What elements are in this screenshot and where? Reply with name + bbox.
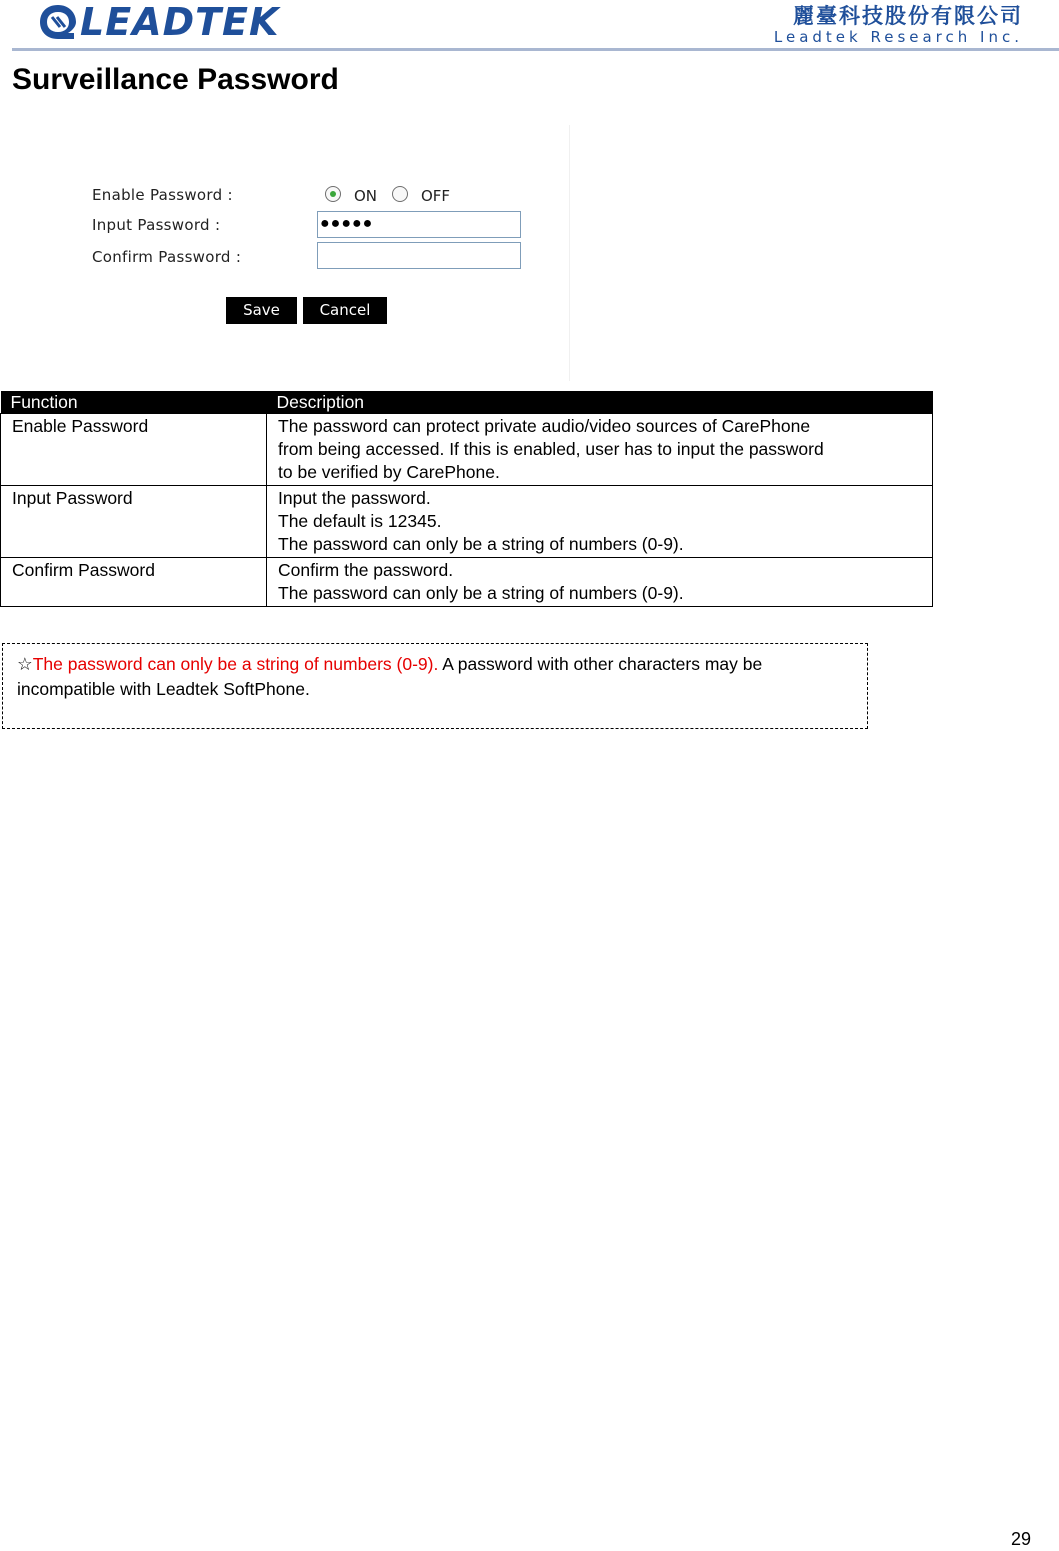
save-button[interactable]: Save — [226, 297, 297, 324]
company-name — [774, 4, 1023, 46]
description-cell — [267, 558, 933, 607]
table-row — [1, 486, 933, 558]
leadtek-logo-icon — [38, 3, 78, 41]
description-line: The password can only be a string of numbers (0-9). — [278, 583, 684, 603]
confirm-password-field[interactable] — [317, 242, 521, 269]
input-password-field[interactable]: ●●●●● — [317, 211, 521, 238]
note-warning-text: The password can only be a string of numbers (0-9). — [32, 654, 439, 674]
cancel-button[interactable]: Cancel — [303, 297, 387, 324]
function-column-header: Function — [1, 391, 267, 414]
description-column-header: Description — [267, 391, 933, 414]
password-form-screenshot — [12, 125, 570, 381]
description-line: to be verified by CarePhone. — [278, 462, 500, 482]
radio-off[interactable] — [392, 186, 408, 202]
description-line: The default is 12345. — [278, 511, 442, 531]
function-cell: Confirm Password — [1, 558, 267, 607]
leadtek-logo — [38, 2, 279, 42]
description-line: The password can protect private audio/video sources of CarePhone — [278, 416, 811, 436]
table-row — [1, 558, 933, 607]
function-table — [0, 391, 933, 607]
header-divider — [12, 48, 1059, 51]
description-line: Confirm the password. — [278, 560, 454, 580]
confirm-password-label: Confirm Password : — [92, 248, 242, 266]
description-line: Input the password. — [278, 488, 431, 508]
company-name-chinese: 麗臺科技股份有限公司 — [793, 4, 1023, 28]
company-name-english: Leadtek Research Inc. — [773, 28, 1023, 46]
table-header-row — [1, 391, 933, 414]
description-cell — [267, 486, 933, 558]
input-password-label: Input Password : — [92, 216, 221, 234]
note-text: A password with other characters may be incompatible with Leadtek SoftPhone. — [17, 654, 763, 699]
description-cell — [267, 414, 933, 486]
logo-wordmark: LEADTEK — [80, 0, 280, 44]
password-note — [2, 643, 868, 729]
enable-password-label: Enable Password : — [92, 186, 233, 204]
radio-on-label: ON — [354, 187, 378, 205]
description-line: from being accessed. If this is enabled, user has to input the password — [278, 439, 824, 459]
radio-off-label: OFF — [421, 187, 451, 205]
function-cell: Input Password — [1, 486, 267, 558]
radio-on[interactable] — [325, 186, 341, 202]
table-row — [1, 414, 933, 486]
description-line: The password can only be a string of numbers (0-9). — [278, 534, 684, 554]
page-number: 29 — [1010, 1529, 1031, 1549]
function-cell: Enable Password — [1, 414, 267, 486]
page-title: Surveillance Password — [12, 63, 339, 96]
star-icon: ☆ — [17, 654, 33, 674]
page-header — [0, 0, 1059, 56]
